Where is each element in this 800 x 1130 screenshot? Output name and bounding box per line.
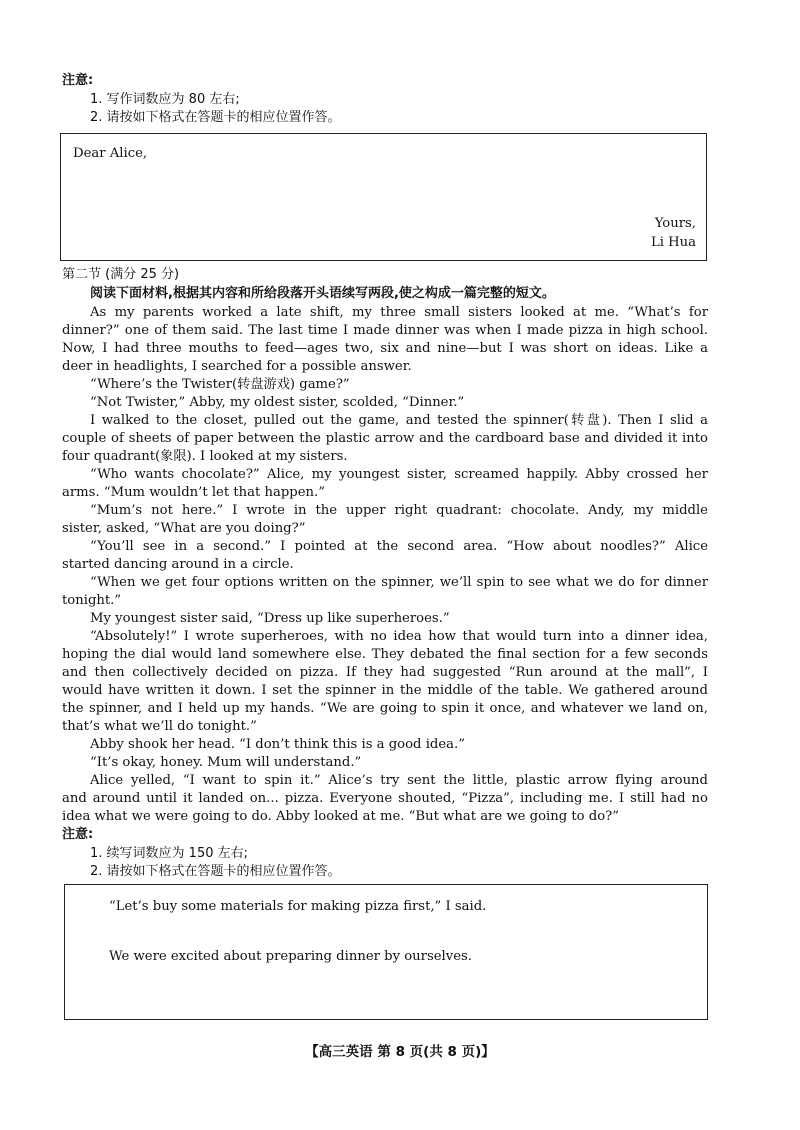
passage-line: that’s what we’ll do tonight.” — [62, 719, 257, 734]
passage-line: I walked to the closet, pulled out the game, and tested the spinner(转盘). Then I slid a — [90, 413, 708, 428]
passage-line: deer in headlights, I searched for a possible answer. — [62, 359, 412, 374]
note-title-2: 注意: — [62, 827, 94, 842]
section-instruction: 阅读下面材料,根据其内容和所给段落开头语续写两段,使之构成一篇完整的短文。 — [90, 286, 555, 301]
passage-line: dinner?” one of them said. The last time I made dinner was when I made pizza in high school. — [62, 323, 708, 338]
passage-line: “It’s okay, honey. Mum will understand.” — [90, 755, 362, 770]
passage-line: Alice yelled, “I want to spin it.” Alice’s try sent the little, plastic arrow flying around — [90, 773, 708, 788]
passage-line: “Mum’s not here.” I wrote in the upper right quadrant: chocolate. Andy, my middle — [90, 503, 708, 518]
paragraph-opening-2: We were excited about preparing dinner by ourselves. — [109, 949, 472, 964]
letter-closing: Yours, — [654, 216, 696, 231]
passage-line: hoping the dial would land somewhere else. They debated the final section for a few seconds — [62, 647, 708, 662]
passage-line: started dancing around in a circle. — [62, 557, 294, 572]
passage-line: the spinner, and I held up my hands. “We are going to spin it once, and whatever we land on, — [62, 701, 708, 716]
passage-line: arms. “Mum wouldn’t let that happen.” — [62, 485, 325, 500]
passage-line: Abby shook her head. “I don’t think this is a good idea.” — [90, 737, 465, 752]
note-item: 2. 请按如下格式在答题卡的相应位置作答。 — [90, 864, 341, 879]
passage-line: and then collectively decided on pizza. If they had suggested “Run around at the mall”, I — [62, 665, 708, 680]
passage-line: “Not Twister,” Abby, my oldest sister, scolded, “Dinner.” — [90, 395, 465, 410]
passage-line: My youngest sister said, “Dress up like superheroes.” — [90, 611, 450, 626]
note-title-1: 注意: — [62, 73, 94, 88]
note-item: 2. 请按如下格式在答题卡的相应位置作答。 — [90, 110, 341, 125]
passage-line: “When we get four options written on the spinner, we’ll spin to see what we do for dinner — [90, 575, 708, 590]
passage-line: idea what we were going to do. Abby looked at me. “But what are we going to do?” — [62, 809, 619, 824]
passage-line: “Who wants chocolate?” Alice, my youngest sister, screamed happily. Abby crossed her — [90, 467, 708, 482]
note-item: 1. 写作词数应为 80 左右; — [90, 92, 240, 107]
passage-line: “Where’s the Twister(转盘游戏) game?” — [90, 377, 350, 392]
passage-line: As my parents worked a late shift, my three small sisters looked at me. “What’s for — [90, 305, 708, 320]
passage-line: four quadrant(象限). I looked at my sisters. — [62, 449, 348, 464]
passage-line: would have written it down. I set the spinner in the middle of the table. We gathered around — [62, 683, 708, 698]
letter-signature: Li Hua — [650, 235, 696, 250]
paragraph-opening-1: “Let’s buy some materials for making pizza first,” I said. — [109, 899, 487, 914]
passage-line: couple of sheets of paper between the plastic arrow and the cardboard base and divided it into — [62, 431, 708, 446]
passage-line: and around until it landed on... pizza. Everyone shouted, “Pizza”, including me. I still had no — [62, 791, 708, 806]
passage-line: sister, asked, “What are you doing?” — [62, 521, 306, 536]
letter-greeting: Dear Alice, — [73, 146, 148, 161]
note-item: 1. 续写词数应为 150 左右; — [90, 846, 248, 861]
passage-line: “You’ll see in a second.” I pointed at the second area. “How about noodles?” Alice — [90, 539, 708, 554]
passage-line: “Absolutely!” I wrote superheroes, with no idea how that would turn into a dinner idea, — [90, 629, 708, 644]
section-heading: 第二节 (满分 25 分) — [62, 267, 180, 282]
passage-line: tonight.” — [62, 593, 122, 608]
continuation-answer-box — [64, 884, 708, 1020]
letter-answer-box — [60, 133, 707, 261]
passage-line: Now, I had three mouths to feed—ages two, six and nine—but I was short on ideas. Like a — [62, 341, 708, 356]
page-footer: 【高三英语 第 8 页(共 8 页)】 — [305, 1044, 495, 1060]
